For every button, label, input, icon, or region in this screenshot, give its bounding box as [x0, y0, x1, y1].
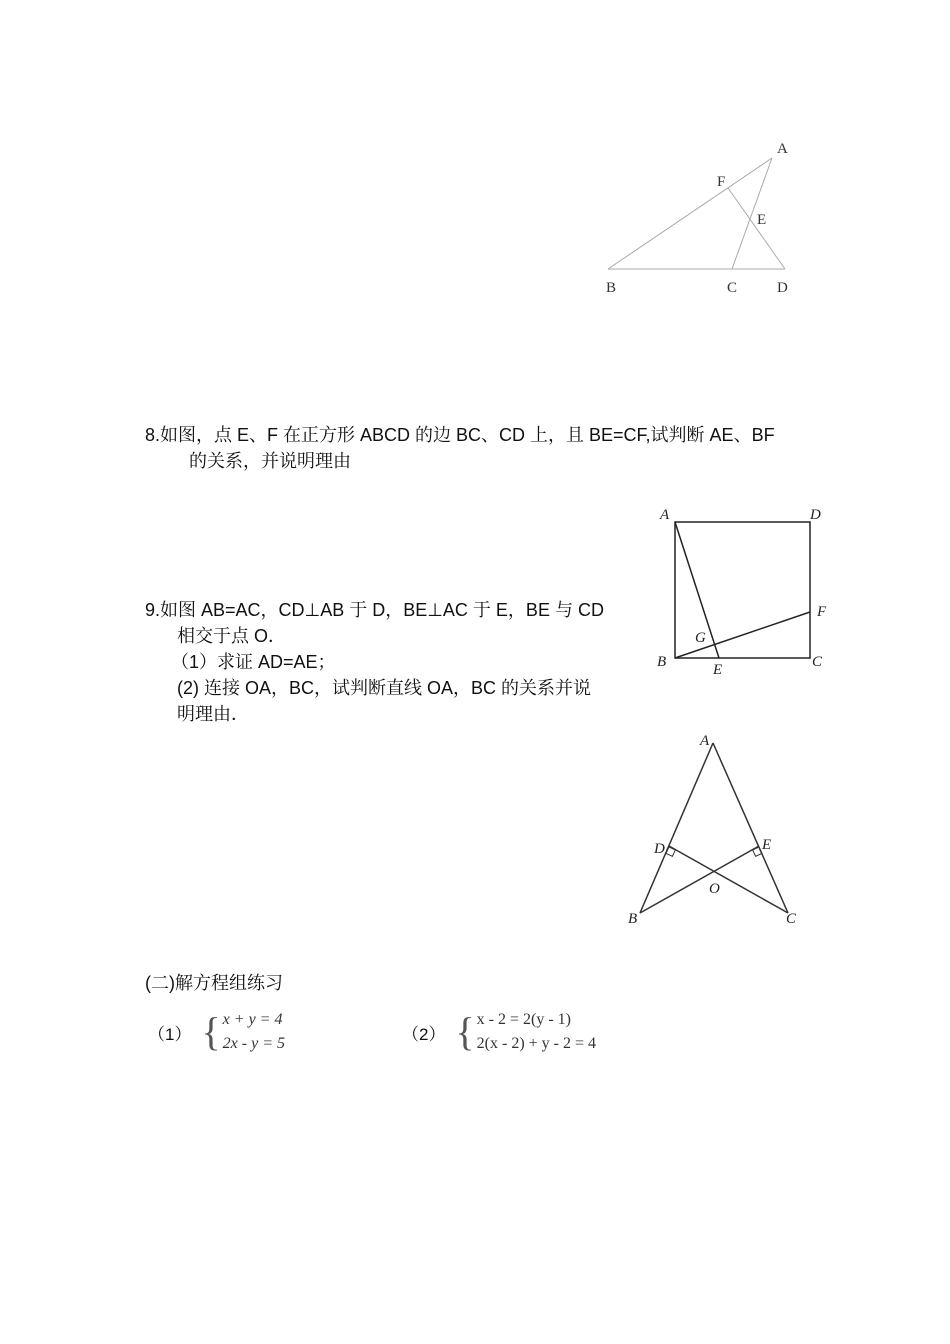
label-a: A: [660, 507, 670, 523]
question-9-line-4: (2) 连接 OA，BC，试判断直线 OA，BC 的关系并说: [177, 678, 592, 698]
equation-1-2: 2x - y = 5: [222, 1035, 285, 1052]
segment-cd: [669, 846, 788, 913]
brace-1: {: [201, 1009, 221, 1054]
isosceles-figure: [620, 725, 810, 935]
label-a: A: [700, 733, 710, 749]
label-d: D: [777, 280, 788, 296]
label-d: D: [654, 841, 665, 857]
label-e: E: [762, 837, 772, 853]
problem-number-1: （1）: [148, 1024, 192, 1044]
equation-1-1: x + y = 4: [222, 1011, 283, 1028]
label-f: F: [817, 604, 827, 620]
label-b: B: [657, 654, 667, 670]
label-f: F: [717, 174, 726, 190]
triangle-figure: [590, 130, 810, 305]
question-9-line-3: （1）求证 AD=AE；: [171, 652, 336, 672]
label-a: A: [777, 141, 788, 157]
equation-system-2: [402, 1008, 596, 1056]
label-c: C: [812, 654, 823, 670]
label-c: C: [786, 911, 797, 927]
problem-number-2: （2）: [402, 1024, 446, 1044]
section-title: (二)解方程组练习: [145, 973, 283, 993]
question-9: [145, 597, 604, 727]
question-9-line-1: 9.如图 AB=AC，CD⊥AB 于 D，BE⊥AC 于 E，BE 与 CD: [145, 600, 604, 620]
equation-system-1: [148, 1008, 285, 1056]
label-o: O: [709, 881, 720, 897]
question-8-line-2: 的关系，并说明理由: [189, 451, 351, 471]
label-e: E: [713, 662, 723, 678]
label-b: B: [606, 280, 617, 296]
label-g: G: [695, 630, 706, 646]
label-d: D: [810, 507, 821, 523]
equations-2: [477, 1008, 596, 1056]
question-8: [145, 422, 775, 474]
label-e: E: [757, 212, 767, 228]
equation-2-2: 2(x - 2) + y - 2 = 4: [476, 1035, 597, 1052]
segment-ab: [640, 743, 713, 913]
equations-1: [223, 1008, 285, 1056]
question-9-line-5: 明理由．: [177, 704, 249, 724]
question-9-line-2: 相交于点 O．: [177, 626, 287, 646]
question-8-line-1: 8.如图，点 E、F 在正方形 ABCD 的边 BC、CD 上，且 BE=CF,试判断 AE、BF: [145, 425, 775, 445]
segment-ba: [608, 158, 772, 269]
brace-2: {: [455, 1009, 475, 1054]
segment-ac: [713, 743, 788, 913]
label-b: B: [628, 911, 638, 927]
equation-2-1: x - 2 = 2(y - 1): [476, 1011, 572, 1028]
square-figure: [650, 500, 840, 685]
label-c: C: [727, 280, 738, 296]
